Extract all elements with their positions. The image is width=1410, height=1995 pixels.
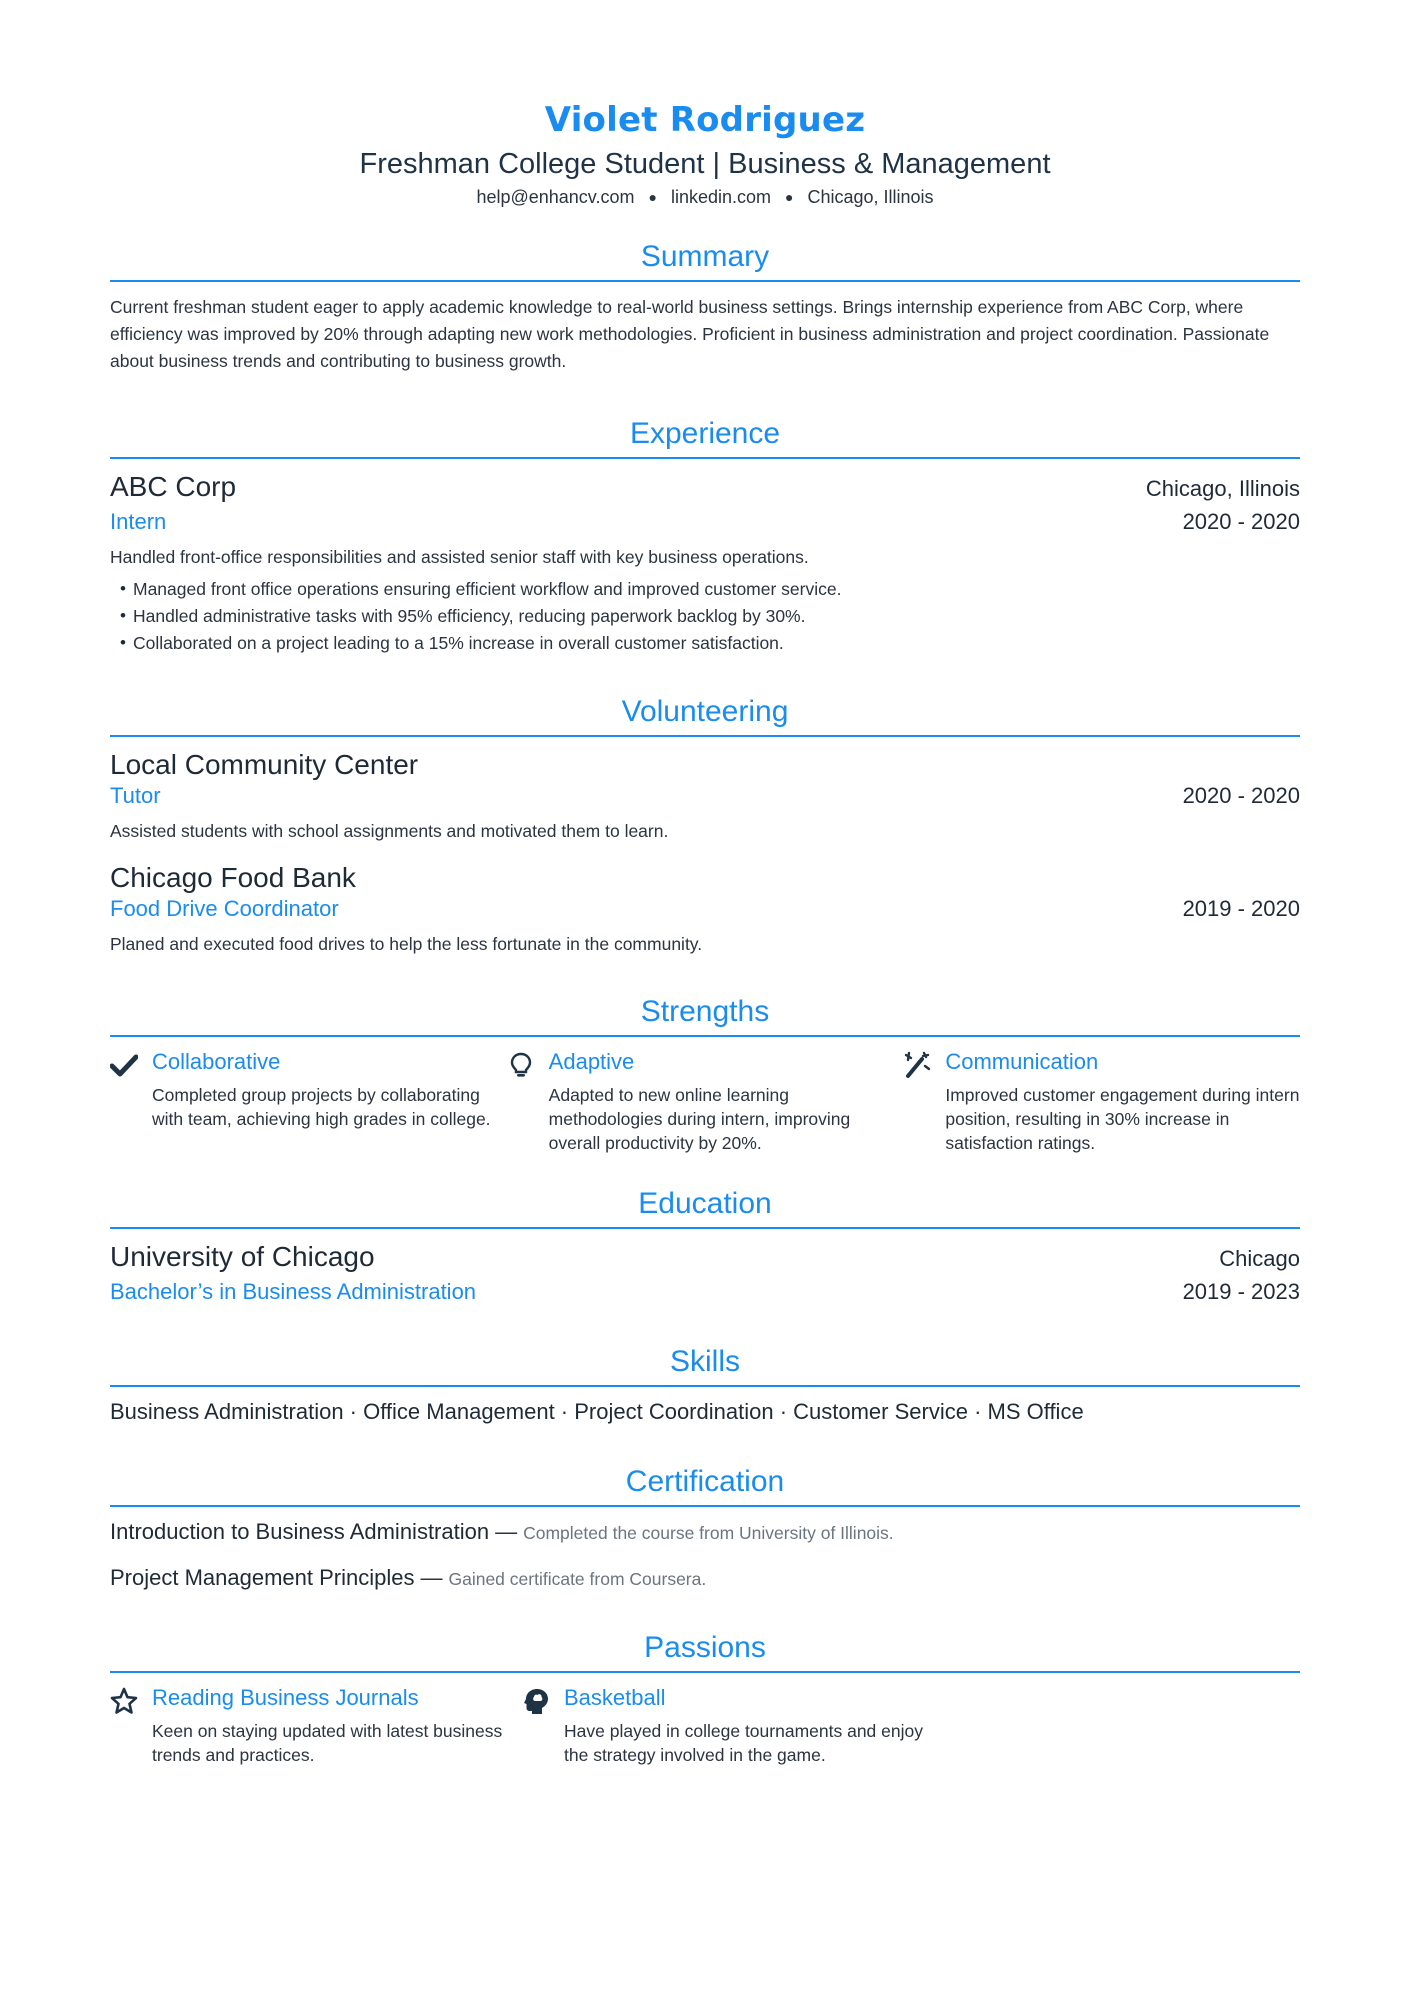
section-heading: Summary (110, 240, 1300, 282)
experience-entry (110, 471, 1300, 657)
job-role: Intern (110, 509, 167, 534)
section-heading: Skills (110, 1345, 1300, 1387)
education-section (110, 1187, 1300, 1305)
certification-name: Project Management Principles (110, 1565, 415, 1590)
school-name: University of Chicago (110, 1241, 375, 1272)
volunteer-role: Food Drive Coordinator (110, 896, 339, 921)
school-location: Chicago (1219, 1246, 1300, 1271)
passions-section (110, 1631, 1300, 1767)
magic-wand-icon (903, 1049, 945, 1155)
skills-section (110, 1345, 1300, 1425)
section-heading: Certification (110, 1465, 1300, 1507)
strength-text: Improved customer engagement during intern position, resulting in 30% increase in satisfaction ratings. (945, 1085, 1300, 1153)
contact-linkedin[interactable]: linkedin.com (670, 187, 771, 207)
summary-section (110, 240, 1300, 375)
volunteering-section (110, 695, 1300, 955)
section-heading: Experience (110, 417, 1300, 459)
section-heading: Volunteering (110, 695, 1300, 737)
list-item: • Managed front office operations ensuring efficient workflow and improved customer service. (120, 576, 1300, 603)
summary-text: Current freshman student eager to apply academic knowledge to real-world business settings. Brings internship experience from ABC Corp, where efficiency was improved by 20% through adapting new work methodologies. Proficient in business administration and project coordination. Passionate about business trends and contributing to business growth. (110, 297, 1270, 371)
passion-text: Have played in college tournaments and enjoy the strategy involved in the game. (564, 1721, 923, 1765)
strength-title: Communication (945, 1049, 1099, 1074)
head-brain-icon (522, 1685, 564, 1767)
strength-item (903, 1049, 1300, 1155)
volunteer-description: Planed and executed food drives to help the less fortunate in the community. (110, 934, 703, 954)
candidate-title: Freshman College Student | Business & Management (359, 148, 1051, 180)
strength-title: Adaptive (548, 1049, 635, 1074)
certification-item (110, 1519, 1300, 1545)
contact-location: Chicago, Illinois (807, 187, 934, 207)
job-dates: 2020 - 2020 (1182, 509, 1300, 534)
passion-title: Basketball (564, 1685, 666, 1710)
star-icon (110, 1685, 152, 1767)
degree-name: Bachelor’s in Business Administration (110, 1279, 477, 1304)
volunteer-dates: 2019 - 2020 (1182, 896, 1300, 921)
organization-name: Local Community Center (110, 749, 419, 780)
section-heading: Strengths (110, 995, 1300, 1037)
strength-text: Completed group projects by collaborating with team, achieving high grades in college. (152, 1085, 491, 1129)
certification-description: Completed the course from University of Illinois. (523, 1523, 894, 1543)
em-dash: — (495, 1519, 518, 1544)
volunteer-description: Assisted students with school assignments and motivated them to learn. (110, 821, 669, 841)
strength-item (507, 1049, 904, 1155)
lightbulb-icon (507, 1049, 549, 1155)
passion-item (110, 1685, 522, 1767)
section-heading: Passions (110, 1631, 1300, 1673)
education-dates: 2019 - 2023 (1182, 1279, 1300, 1304)
volunteering-entry (110, 749, 1300, 842)
passion-item (522, 1685, 934, 1767)
resume-header (110, 0, 1300, 208)
section-heading: Education (110, 1187, 1300, 1229)
certification-item (110, 1565, 1300, 1591)
strength-text: Adapted to new online learning methodologies during intern, improving overall productivity by 20%. (548, 1085, 851, 1153)
list-item: • Handled administrative tasks with 95% efficiency, reducing paperwork backlog by 30%. (120, 603, 1300, 630)
skills-list: Business Administration · Office Management · Project Coordination · Customer Service · MS Office (110, 1399, 1084, 1424)
job-bullets (110, 576, 1300, 657)
passion-text: Keen on staying updated with latest business trends and practices. (152, 1721, 503, 1765)
organization-name: Chicago Food Bank (110, 862, 356, 893)
passion-title: Reading Business Journals (152, 1685, 419, 1710)
job-description: Handled front-office responsibilities and assisted senior staff with key business operations. (110, 547, 809, 567)
candidate-name: Violet Rodriguez (544, 100, 866, 140)
company-name: ABC Corp (110, 471, 237, 502)
contact-line (110, 187, 1300, 208)
volunteer-dates: 2020 - 2020 (1182, 783, 1300, 808)
contact-email[interactable]: help@enhancv.com (476, 187, 635, 207)
strength-title: Collaborative (152, 1049, 281, 1074)
job-location: Chicago, Illinois (1145, 476, 1300, 501)
separator-dot: ● (648, 189, 657, 205)
strength-item (110, 1049, 507, 1155)
checkmark-icon (110, 1049, 152, 1155)
volunteering-entry (110, 862, 1300, 955)
certification-name: Introduction to Business Administration (110, 1519, 490, 1544)
em-dash: — (420, 1565, 443, 1590)
certification-description: Gained certificate from Coursera. (448, 1569, 707, 1589)
education-entry (110, 1241, 1300, 1305)
list-item: • Collaborated on a project leading to a 15% increase in overall customer satisfaction. (120, 630, 1300, 657)
separator-dot: ● (785, 189, 794, 205)
volunteer-role: Tutor (110, 783, 161, 808)
certification-section (110, 1465, 1300, 1591)
strengths-grid (110, 1049, 1300, 1155)
passions-grid (110, 1685, 1300, 1767)
strengths-section (110, 995, 1300, 1155)
experience-section (110, 417, 1300, 657)
